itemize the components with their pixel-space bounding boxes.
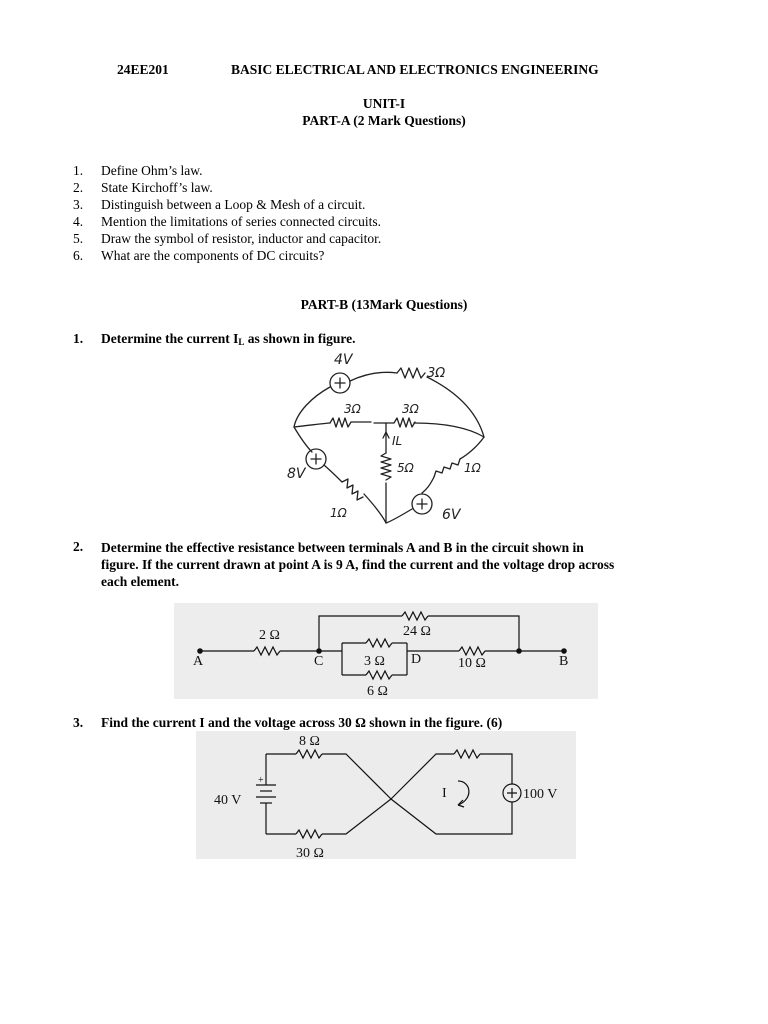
q1-number: 1. [73, 331, 84, 346]
q3-src100-label: 100 V [523, 787, 558, 802]
question-text: Distinguish between a Loop & Mesh of a circuit. [101, 197, 366, 212]
question-text: Draw the symbol of resistor, inductor and capacitor. [101, 231, 382, 246]
q1-left-source [306, 449, 326, 469]
q3-circuit-figure [196, 731, 576, 859]
q2-resistor-3 [366, 639, 392, 647]
q1-top-source-label: 4V [334, 352, 353, 368]
q3-number: 3. [73, 715, 84, 730]
q2-resistor-2 [254, 647, 280, 655]
q1-top-source [330, 373, 350, 393]
q2-node-b-label: B [559, 654, 569, 669]
q1-bottom-source [412, 494, 432, 514]
q2-resistor-24 [402, 612, 428, 620]
q2-text-line3: each element. [101, 574, 179, 589]
q2-number: 2. [73, 539, 84, 554]
q1-text-post: as shown in figure. [244, 331, 356, 346]
q1-left-source-label: 8V [287, 466, 306, 482]
q1-top-right-res-label: 3Ω [427, 366, 446, 381]
course-title: BASIC ELECTRICAL AND ELECTRONICS ENGINEERING [231, 62, 599, 77]
q2-r2-label: 2 Ω [259, 628, 280, 643]
q2-text [101, 539, 721, 590]
q3-r30-label: 30 Ω [296, 846, 324, 859]
list-item [73, 162, 381, 179]
q1-bottom-left-res-label: 1Ω [330, 506, 347, 520]
q3-resistor-top-right [454, 750, 480, 758]
list-item [73, 196, 381, 213]
q1-bottom-left-resistor [342, 479, 363, 500]
question-text: Mention the limitations of series connected circuits. [101, 214, 382, 229]
q2-node-d-label: D [411, 652, 422, 667]
q2-text-line2: figure. If the current drawn at point A is 9 A, find the current and the voltage drop across [101, 557, 615, 572]
q3-resistor-8 [296, 750, 322, 758]
q3-source-100v [503, 784, 521, 802]
question-number: 1. [73, 163, 84, 178]
q3-current-arrow [458, 781, 469, 805]
q1-center-res-label: 5Ω [397, 461, 414, 475]
q2-circuit-figure [174, 603, 598, 699]
q2-resistor-6 [366, 671, 392, 679]
q3-source-40v [256, 785, 276, 803]
q1-text-subscript: L [238, 337, 245, 347]
q1-mid-right-resistor [384, 418, 415, 427]
q3-text: Find the current I and the voltage across 30 Ω shown in the figure. (6) [101, 715, 503, 730]
question-number: 4. [73, 214, 84, 229]
q1-bottom-source-label: 6V [442, 507, 461, 523]
question-number: 2. [73, 180, 84, 195]
question-number: 3. [73, 197, 84, 212]
q1-text-pre: Determine the current I [101, 331, 239, 346]
q2-r24-label: 24 Ω [403, 624, 431, 639]
q2-node-c-label: C [314, 654, 324, 669]
q1-current-label: IL [392, 434, 403, 448]
part-a-question-list [73, 162, 381, 264]
q2-r3-label: 3 Ω [364, 654, 385, 669]
question-number: 5. [73, 231, 84, 246]
q3-src40-label: 40 V [214, 793, 242, 808]
q1-text [101, 331, 356, 347]
course-code: 24EE201 [117, 62, 169, 77]
question-text: What are the components of DC circuits? [101, 248, 325, 263]
q3-resistor-30 [296, 830, 322, 838]
q3-r8-label: 8 Ω [299, 734, 320, 749]
q1-right-res-label: 1Ω [464, 461, 481, 475]
q2-resistor-10 [459, 647, 485, 655]
q1-top-right-resistor [397, 368, 425, 378]
q1-mid-left-resistor [330, 418, 371, 427]
question-number: 6. [73, 248, 84, 263]
unit-heading: UNIT-I [362, 96, 406, 111]
q3-current-label: I [442, 786, 447, 801]
q2-node-a-dot [198, 649, 202, 653]
list-item [73, 179, 381, 196]
svg-text:+: + [258, 775, 264, 786]
q2-r6-label: 6 Ω [367, 684, 388, 699]
list-item [73, 230, 381, 247]
q1-mid-right-res-label: 3Ω [402, 402, 419, 416]
question-text: Define Ohm’s law. [101, 163, 203, 178]
q2-node-a-label: A [193, 654, 204, 669]
q1-mid-left-res-label: 3Ω [344, 402, 361, 416]
q2-text-line1: Determine the effective resistance between terminals A and B in the circuit shown in [101, 540, 584, 555]
q1-center-resistor [381, 453, 391, 480]
q2-r10-label: 10 Ω [458, 656, 486, 671]
q1-circuit-figure [282, 347, 522, 532]
part-b-heading: PART-B (13Mark Questions) [300, 297, 468, 312]
list-item [73, 213, 381, 230]
list-item [73, 247, 381, 264]
q1-right-resistor [434, 459, 460, 477]
part-a-heading: PART-A (2 Mark Questions) [302, 113, 466, 128]
question-text: State Kirchoff’s law. [101, 180, 213, 195]
